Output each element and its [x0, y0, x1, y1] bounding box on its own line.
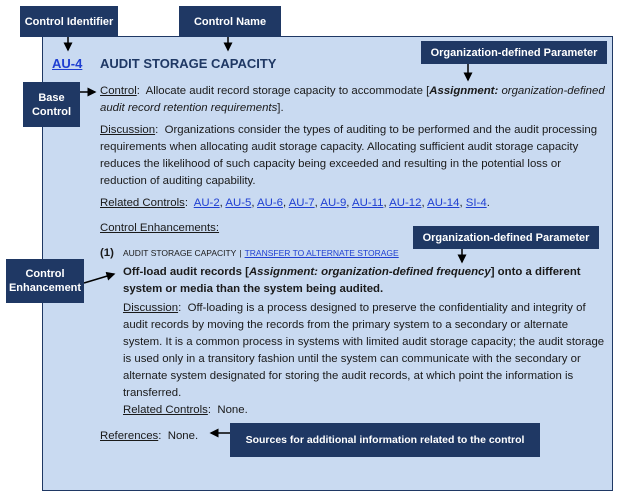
control-statement: Control: Allocate audit record storage capacity to accommodate [Assignment: organization-defined audit record retention requirements]. — [100, 85, 605, 114]
enhancement-text-end: ] onto a different system or media than the system being audited. — [123, 266, 581, 295]
related-separator: , — [251, 197, 258, 209]
enhancement-related-label: Related Controls — [123, 404, 208, 416]
related-separator: , — [383, 197, 390, 209]
references: References: None. — [100, 430, 199, 442]
callout-control-identifier: Control Identifier — [20, 6, 118, 37]
control-assignment-text: organization-defined audit record retention requirements — [100, 85, 605, 114]
related-control-link[interactable]: AU-14 — [427, 197, 460, 209]
related-separator: , — [421, 197, 428, 209]
discussion-label: Discussion — [100, 124, 156, 136]
control-end: ]. — [277, 102, 284, 114]
enhancement-related-controls: Related Controls: None. — [123, 404, 248, 416]
related-links — [194, 197, 490, 209]
control-discussion: Discussion: Organizations consider the types of auditing to be performed and the audit processing requirements when allocating audit storage capacity. Allocating sufficient audit storage capacity reduces the likelihood of such capacity being exceeded and resulting in the potential loss or reduction of auditing capability. — [100, 124, 598, 187]
related-separator: . — [486, 197, 490, 209]
callout-org-param-mid: Organization-defined Parameter — [413, 226, 599, 249]
enhancement-assignment-label: Assignment — [248, 266, 315, 278]
enhancement-assignment-text: organization-defined frequency — [321, 266, 491, 278]
references-value: None. — [167, 430, 199, 442]
related-control-link[interactable]: AU-9 — [320, 197, 347, 209]
related-controls: Related Controls: AU-2, AU-5, AU-6, AU-7, AU-9, AU-11, AU-12, AU-14, SI-4. — [100, 197, 490, 209]
enhancement-discussion-text: Off-loading is a process designed to preserve the confidentiality and integrity of audit records by moving the records from the primary system to a secondary or alternate system. It is a common process in systems with limited audit storage capacity; the audit storage is used only in a transitory fashion until the system can communicate with the secondary or alternate system designated for storing the audit records, at which point the information is transferred. — [123, 302, 605, 399]
related-control-link[interactable]: SI-4 — [465, 197, 487, 209]
related-control-link[interactable]: AU-6 — [257, 197, 283, 209]
related-separator: , — [459, 197, 466, 209]
enhancements-label: Control Enhancements: — [100, 222, 220, 234]
enhancement-discussion: Discussion: Off-loading is a process designed to preserve the confidentiality and integrity of audit records by moving the records from the primary system to a secondary or alternate system. It is a common process in systems with limited audit storage capacity; the audit storage is used only in a transitory fashion until the system can communicate with the secondary or alternate system designated for storing the audit records, at which point the information is transferred. — [123, 302, 605, 399]
related-control-link[interactable]: AU-2 — [193, 197, 220, 209]
related-control-link[interactable]: AU-11 — [352, 197, 384, 209]
enhancement-separator: | — [239, 248, 242, 258]
related-separator: , — [346, 197, 352, 209]
enhancement-text-start: Off-load audit records [ — [123, 266, 249, 278]
discussion-text: Organizations consider the types of auditing to be performed and the audit processing requirements when allocating audit storage capacity. Allocating sufficient audit storage capacity reduces the likelihood of such capacity being exceeded and resulting in the potential loss or reduction of auditing capability. — [100, 124, 598, 187]
enhancement-number: (1) — [100, 247, 114, 259]
references-label: References — [100, 430, 159, 442]
callout-sources: Sources for additional information related to the control — [230, 423, 540, 457]
callout-control-name: Control Name — [179, 6, 281, 37]
control-enhancements-heading — [100, 220, 219, 237]
control-assignment-label: Assignment — [429, 85, 495, 97]
control-id-link[interactable]: AU-4 — [52, 56, 83, 71]
callout-control-enhancement: Control Enhancement — [6, 259, 84, 303]
related-label: Related Controls — [100, 197, 185, 209]
enhancement-name-link[interactable]: TRANSFER TO ALTERNATE STORAGE — [244, 248, 399, 258]
related-separator: , — [219, 197, 226, 209]
enhancement-base-name: AUDIT STORAGE CAPACITY — [123, 248, 237, 258]
control-name: AUDIT STORAGE CAPACITY — [100, 56, 277, 71]
related-separator: , — [314, 197, 321, 209]
callout-org-param-top: Organization-defined Parameter — [421, 41, 607, 64]
enhancement-related-value: None. — [217, 404, 248, 416]
control-label: Control — [100, 85, 137, 97]
enhancement-subtitle — [123, 248, 399, 258]
related-control-link[interactable]: AU-5 — [225, 197, 252, 209]
callout-base-control: Base Control — [23, 82, 80, 127]
enhancement-statement: Off-load audit records [Assignment: organization-defined frequency] onto a different system or media than the system being audited. — [123, 266, 581, 295]
enhancement-discussion-label: Discussion — [123, 302, 179, 314]
related-control-link[interactable]: AU-12 — [389, 197, 422, 209]
control-text: Allocate audit record storage capacity to accommodate [ — [145, 85, 430, 97]
related-separator: , — [282, 197, 289, 209]
related-control-link[interactable]: AU-7 — [288, 197, 315, 209]
